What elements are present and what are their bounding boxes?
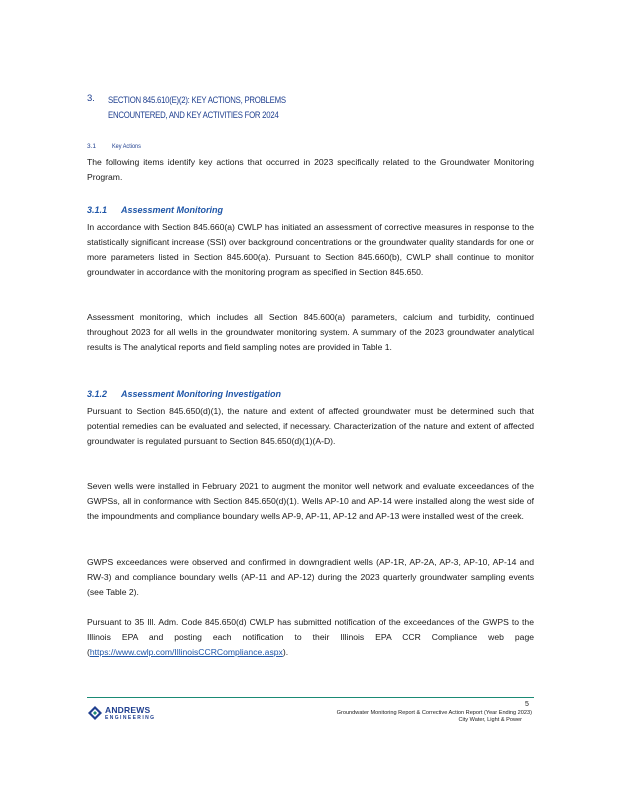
paragraph-3-1-2-c: GWPS exceedances were observed and confirmed in downgradient wells (AP-1R, AP-2A, AP-3, AP-10, AP-14 and RW-3) and compliance boundary wells (AP-11 and AP-12) during the 2023 quarterly groundwater sampling events (see Table 2). xyxy=(87,557,534,597)
footer-divider xyxy=(87,697,534,698)
paragraph-3-1-2-d-text: Pursuant to 35 Ill. Adm. Code 845.650(d) CWLP has submitted notification of the exceedances of the GWPS to the Illinois EPA and posting each notification to their Illinois EPA CCR Compliance web page ( xyxy=(87,617,534,657)
heading-3-1-2-title: Assessment Monitoring Investigation xyxy=(121,389,282,399)
page-number: 5 xyxy=(525,701,529,708)
section-number: 3. xyxy=(87,93,95,104)
compliance-link[interactable]: https://www.cwlp.com/IllinoisCCRCompliance.aspx xyxy=(89,647,283,657)
paragraph-3-1-2-a: Pursuant to Section 845.650(d)(1), the nature and extent of affected groundwater must be determined such that potential remedies can be evaluated and selected, if necessary. Characterization of the nature and extent of affected groundwater is regulated pursuant to Section 845.650(d)(1)(A-D). xyxy=(87,406,534,446)
heading-3-1-1-number: 3.1.1 xyxy=(87,205,108,215)
heading-3-1-2-number: 3.1.2 xyxy=(87,389,108,399)
paragraph-3-1-2-d-end: ). xyxy=(282,647,289,657)
section-title: SECTION 845.610(E)(2): KEY ACTIONS, PROBLEMS ENCOUNTERED, AND KEY ACTIVITIES FOR 2024 xyxy=(108,95,286,121)
paragraph-3-1-2-b: Seven wells were installed in February 2021 to augment the monitor well network and evaluate exceedances of the GWPSs, all in conformance with Section 845.650(d)(1). Wells AP-10 and AP-14 were installed along the west side of the impoundments and compliance boundary wells AP-9, AP-11, AP-12 and AP-13 were installed west of the creek. xyxy=(87,481,534,521)
intro-paragraph: The following items identify key actions that occurred in 2023 specifically related to the Groundwater Monitoring Program. xyxy=(87,157,534,182)
heading-3-1-2 xyxy=(87,389,281,399)
paragraph-3-1-1-b: Assessment monitoring, which includes all Section 845.600(a) parameters, calcium and turbidity, continued throughout 2023 for all wells in the groundwater monitoring system. A summary of the 2023 groundwater analytical results is The analytical reports and field sampling notes are provided in Table 1. xyxy=(87,312,534,352)
company-logo xyxy=(88,704,168,724)
paragraph-3-1-2-d xyxy=(87,615,534,660)
logo-subtitle: ENGINEERING xyxy=(105,715,156,721)
subsection-title: Key Actions xyxy=(112,143,141,150)
footer-client: City Water, Light & Power xyxy=(458,717,522,723)
footer-report-title: Groundwater Monitoring Report & Corrective Action Report (Year Ending 2023) xyxy=(336,710,532,716)
logo-name: ANDREWS xyxy=(105,705,151,715)
logo-diamond-icon xyxy=(88,706,102,720)
paragraph-3-1-1-a: In accordance with Section 845.660(a) CWLP has initiated an assessment of corrective measures in response to the statistically significant increase (SSI) over background concentrations or the groundwater quality standards for one or more parameters listed in Section 845.600(a). Pursuant to Section 845.660(b), CWLP shall continue to monitor groundwater in accordance with the monitoring program as specified in Section 845.650. xyxy=(87,222,534,277)
heading-3-1-1 xyxy=(87,205,223,215)
heading-3-1-1-title: Assessment Monitoring xyxy=(121,205,224,215)
subsection-number: 3.1 xyxy=(87,143,97,150)
